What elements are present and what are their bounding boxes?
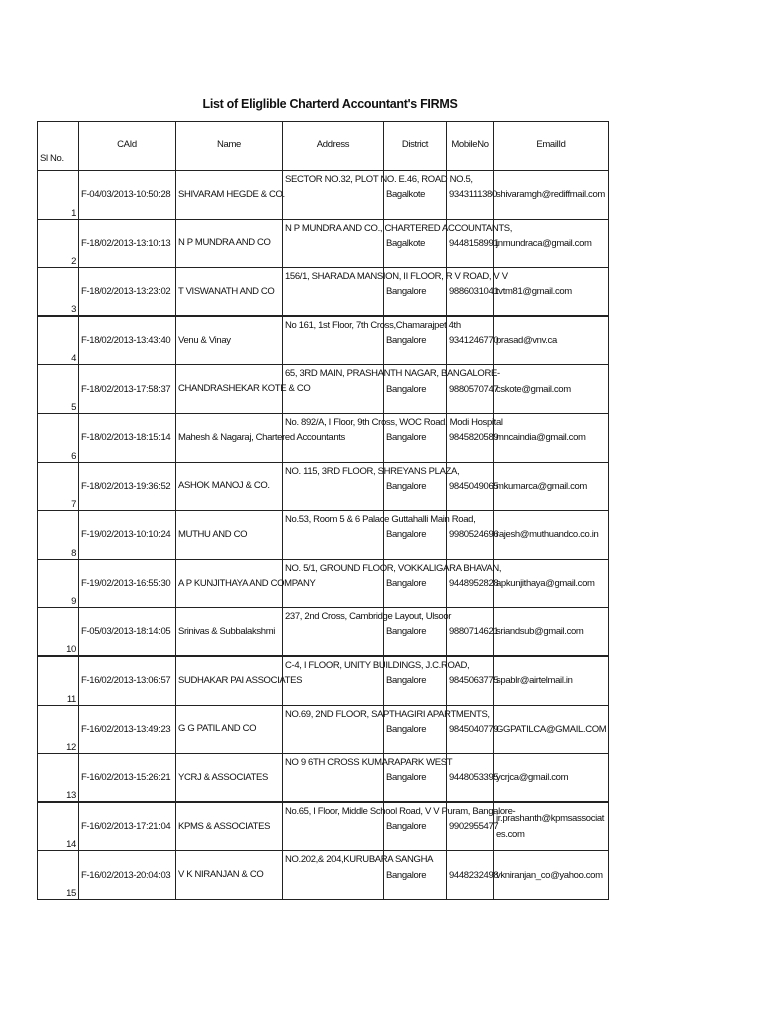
email-cell: tvtm81@gmail.com xyxy=(494,268,609,317)
address-text: NO. 5/1, GROUND FLOOR, VOKKALIGARA BHAVAN, xyxy=(285,562,502,574)
district-cell: Bangalore xyxy=(384,705,447,754)
address-text: No. 892/A, I Floor, 9th Cross, WOC Road, Modi Hospital xyxy=(285,416,503,428)
table-body xyxy=(38,171,609,900)
caid-cell: F-16/02/2013-13:06:57 xyxy=(79,656,176,705)
table-row xyxy=(38,802,609,851)
name-cell: Srinivas & Subbalakshmi xyxy=(176,608,283,657)
table-row xyxy=(38,559,609,608)
mobile-cell: 9886031041 xyxy=(447,268,494,317)
email-cell: GGPATILCA@GMAIL.COM xyxy=(494,705,609,754)
caid-cell: F-18/02/2013-17:58:37 xyxy=(79,365,176,414)
column-header-name: Name xyxy=(176,122,283,171)
sl-no-cell: 13 xyxy=(38,754,79,803)
address-text: No.53, Room 5 & 6 Palace Guttahalli Main Road, xyxy=(285,514,476,526)
caid-cell: F-19/02/2013-10:10:24 xyxy=(79,511,176,560)
name-cell: KPMS & ASSOCIATES xyxy=(176,802,283,851)
caid-cell: F-18/02/2013-13:43:40 xyxy=(79,316,176,365)
name-cell: CHANDRASHEKAR KOTE & CO xyxy=(176,365,283,414)
address-text: NO. 115, 3RD FLOOR, SHREYANS PLAZA, xyxy=(285,465,460,477)
caid-cell: F-18/02/2013-13:10:13 xyxy=(79,219,176,268)
column-header-address: Address xyxy=(283,122,384,171)
mobile-cell: 9880570747 xyxy=(447,365,494,414)
email-cell: rajesh@muthuandco.co.in xyxy=(494,511,609,560)
address-text: No.65, I Floor, Middle School Road, V V Puram, Bangalore- xyxy=(285,806,516,818)
district-cell: Bagalkote xyxy=(384,171,447,220)
sl-no-cell: 9 xyxy=(38,559,79,608)
name-cell: YCRJ & ASSOCIATES xyxy=(176,754,283,803)
mobile-cell: 9448232498 xyxy=(447,851,494,900)
mobile-cell: 9845049065 xyxy=(447,462,494,511)
address-text: SECTOR NO.32, PLOT NO. E.46, ROAD NO.5, xyxy=(285,174,473,185)
name-cell: ASHOK MANOJ & CO. xyxy=(176,462,283,511)
caid-cell: F-18/02/2013-18:15:14 xyxy=(79,413,176,462)
name-cell: Mahesh & Nagaraj, Chartered Accountants xyxy=(176,413,283,462)
caid-cell: F-16/02/2013-13:49:23 xyxy=(79,705,176,754)
caid-cell: F-04/03/2013-10:50:28 xyxy=(79,171,176,220)
table-row xyxy=(38,754,609,803)
address-text: 156/1, SHARADA MANSION, II FLOOR, R V ROAD, V V xyxy=(285,271,508,283)
sl-no-cell: 12 xyxy=(38,705,79,754)
email-cell: ycrjca@gmail.com xyxy=(494,754,609,803)
address-text: N P MUNDRA AND CO., CHARTERED ACCOUNTANTS, xyxy=(285,222,513,234)
address-text: No 161, 1st Floor, 7th Cross,Chamarajpet 4th xyxy=(285,320,461,332)
district-cell: Bangalore xyxy=(384,365,447,414)
table-row xyxy=(38,511,609,560)
email-cell: mkumarca@gmail.com xyxy=(494,462,609,511)
mobile-cell: 9845040779 xyxy=(447,705,494,754)
email-cell: prasad@vnv.ca xyxy=(494,316,609,365)
sl-no-cell: 2 xyxy=(38,219,79,268)
district-cell: Bangalore xyxy=(384,608,447,657)
sl-no-cell: 11 xyxy=(38,656,79,705)
sl-no-cell: 7 xyxy=(38,462,79,511)
mobile-cell: 9845063775 xyxy=(447,656,494,705)
name-cell: T VISWANATH AND CO xyxy=(176,268,283,317)
table-header-row xyxy=(38,122,609,171)
mobile-cell: 9980524696 xyxy=(447,511,494,560)
table-row xyxy=(38,171,609,220)
mobile-cell: 9845820589 xyxy=(447,413,494,462)
address-text: NO.202,& 204,KURUBARA SANGHA xyxy=(285,854,434,866)
district-cell: Bangalore xyxy=(384,316,447,365)
mobile-cell: 9341246770 xyxy=(447,316,494,365)
caid-cell: F-18/02/2013-19:36:52 xyxy=(79,462,176,511)
table-row xyxy=(38,316,609,365)
name-cell: MUTHU AND CO xyxy=(176,511,283,560)
district-cell: Bangalore xyxy=(384,413,447,462)
address-text: 65, 3RD MAIN, PRASHANTH NAGAR, BANGALORE- xyxy=(285,368,500,380)
table-row xyxy=(38,608,609,657)
table-row xyxy=(38,656,609,705)
name-cell: A P KUNJITHAYA AND COMPANY xyxy=(176,559,283,608)
district-cell: Bangalore xyxy=(384,656,447,705)
name-cell: G G PATIL AND CO xyxy=(176,705,283,754)
table-row xyxy=(38,705,609,754)
table-row xyxy=(38,413,609,462)
caid-cell: F-16/02/2013-17:21:04 xyxy=(79,802,176,851)
column-header-caid: CAId xyxy=(79,122,176,171)
column-header-sl-no: Sl No. xyxy=(38,122,79,171)
page-title: List of Eliglible Charterd Accountant's FIRMS xyxy=(202,97,458,111)
sl-no-cell: 3 xyxy=(38,268,79,317)
address-text: NO 9 6TH CROSS KUMARAPARK WEST xyxy=(285,757,453,769)
name-cell: V K NIRANJAN & CO xyxy=(176,851,283,900)
sl-no-cell: 8 xyxy=(38,511,79,560)
table-row xyxy=(38,851,609,900)
sl-no-cell: 15 xyxy=(38,851,79,900)
sl-no-cell: 4 xyxy=(38,316,79,365)
mobile-cell: 9448053395 xyxy=(447,754,494,803)
email-cell: mncaindia@gmail.com xyxy=(494,413,609,462)
email-cell: jnmundraca@gmail.com xyxy=(494,219,609,268)
caid-cell: F-05/03/2013-18:14:05 xyxy=(79,608,176,657)
name-cell: Venu & Vinay xyxy=(176,316,283,365)
column-header-mobile: MobileNo xyxy=(447,122,494,171)
email-cell: vkniranjan_co@yahoo.com xyxy=(494,851,609,900)
district-cell: Bangalore xyxy=(384,802,447,851)
address-text: NO.69, 2ND FLOOR, SAPTHAGIRI APARTMENTS, xyxy=(285,708,490,720)
district-cell: Bangalore xyxy=(384,754,447,803)
email-cell: sriandsub@gmail.com xyxy=(494,608,609,657)
district-cell: Bangalore xyxy=(384,462,447,511)
sl-no-cell: 10 xyxy=(38,608,79,657)
mobile-cell: 9880714621 xyxy=(447,608,494,657)
caid-cell: F-16/02/2013-15:26:21 xyxy=(79,754,176,803)
address-text: C-4, I FLOOR, UNITY BUILDINGS, J.C.ROAD, xyxy=(285,660,470,672)
email-cell: shivaramgh@rediffmail.com xyxy=(494,171,609,220)
firms-table xyxy=(37,121,609,900)
name-cell: N P MUNDRA AND CO xyxy=(176,219,283,268)
column-header-district: District xyxy=(384,122,447,171)
table-row xyxy=(38,365,609,414)
email-cell: spablr@airtelmail.in xyxy=(494,656,609,705)
caid-cell: F-18/02/2013-13:23:02 xyxy=(79,268,176,317)
table-row xyxy=(38,462,609,511)
sl-no-cell: 14 xyxy=(38,802,79,851)
name-cell: SUDHAKAR PAI ASSOCIATES xyxy=(176,656,283,705)
sl-no-cell: 6 xyxy=(38,413,79,462)
mobile-cell: 9448952828 xyxy=(447,559,494,608)
column-header-email: EmailId xyxy=(494,122,609,171)
address-text: 237, 2nd Cross, Cambridge Layout, Ulsoor xyxy=(285,611,452,623)
sl-no-cell: 5 xyxy=(38,365,79,414)
district-cell: Bagalkote xyxy=(384,219,447,268)
email-cell: cskote@gmail.com xyxy=(494,365,609,414)
district-cell: Bangalore xyxy=(384,268,447,317)
mobile-cell: 9902955477 xyxy=(447,802,494,851)
caid-cell: F-19/02/2013-16:55:30 xyxy=(79,559,176,608)
table-row xyxy=(38,219,609,268)
sl-no-cell: 1 xyxy=(38,171,79,220)
district-cell: Bangalore xyxy=(384,559,447,608)
mobile-cell: 9448158991 xyxy=(447,219,494,268)
email-cell: jr.prashanth@kpmsassociates.com xyxy=(494,802,609,851)
district-cell: Bangalore xyxy=(384,511,447,560)
district-cell: Bangalore xyxy=(384,851,447,900)
email-cell: apkunjithaya@gmail.com xyxy=(494,559,609,608)
mobile-cell: 9343111380 xyxy=(447,171,494,220)
caid-cell: F-16/02/2013-20:04:03 xyxy=(79,851,176,900)
table-row xyxy=(38,268,609,317)
name-cell: SHIVARAM HEGDE & CO. xyxy=(176,171,283,220)
